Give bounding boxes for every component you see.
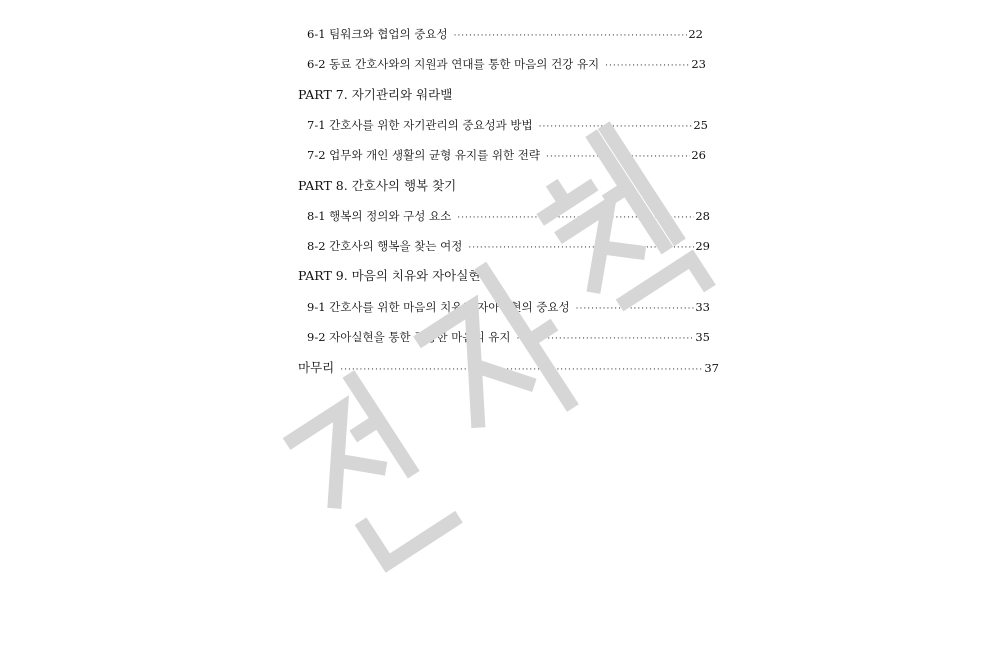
dot-leader bbox=[539, 119, 693, 135]
dot-leader bbox=[546, 149, 690, 165]
dot-leader bbox=[516, 331, 694, 347]
toc-entry-page: 22 bbox=[688, 27, 703, 41]
toc-entry[interactable] bbox=[307, 147, 706, 165]
toc-entry-title: 7-2 업무와 개인 생활의 균형 유지를 위한 전략 bbox=[307, 148, 540, 162]
dot-leader bbox=[576, 301, 695, 317]
toc-entry-page: 23 bbox=[691, 57, 706, 71]
toc-entry[interactable] bbox=[307, 208, 710, 226]
toc-entry-title: 9-1 간호사를 위한 마음의 치유와 자아실현의 중요성 bbox=[307, 300, 570, 314]
toc-entry[interactable] bbox=[307, 299, 710, 317]
toc-entry-title: 마무리 bbox=[298, 360, 335, 375]
toc-entry-title: 6-2 동료 간호사와의 지원과 연대를 통한 마음의 건강 유지 bbox=[307, 57, 600, 71]
toc-entry-page: 29 bbox=[695, 239, 710, 253]
toc-entry[interactable] bbox=[307, 238, 710, 256]
toc-entry-page: 35 bbox=[695, 330, 710, 344]
toc-entry-page: 26 bbox=[691, 148, 706, 162]
part-heading: PART 7. 자기관리와 워라밸 bbox=[298, 87, 453, 102]
toc-entry[interactable] bbox=[307, 117, 708, 135]
dot-leader bbox=[340, 362, 703, 378]
toc-entry-title: 9-2 자아실현을 통한 건강한 마음의 유지 bbox=[307, 330, 511, 344]
dot-leader bbox=[468, 240, 694, 256]
dot-leader bbox=[454, 28, 688, 44]
toc-entry-title: 8-2 간호사의 행복을 찾는 여정 bbox=[307, 239, 463, 253]
toc-entry[interactable] bbox=[307, 329, 710, 347]
toc-entry[interactable] bbox=[307, 26, 703, 44]
toc-entry-page: 25 bbox=[693, 118, 708, 132]
toc-entry-page: 28 bbox=[695, 209, 710, 223]
dot-leader bbox=[605, 58, 690, 74]
toc-entry-title: 7-1 간호사를 위한 자기관리의 중요성과 방법 bbox=[307, 118, 533, 132]
part-heading: PART 8. 간호사의 행복 찾기 bbox=[298, 178, 457, 193]
toc-entry[interactable] bbox=[307, 56, 706, 74]
toc-entry-closing[interactable] bbox=[298, 360, 719, 378]
toc-entry-title: 8-1 행복의 정의와 구성 요소 bbox=[307, 209, 452, 223]
dot-leader bbox=[457, 210, 694, 226]
toc-entry-page: 33 bbox=[695, 300, 710, 314]
part-heading: PART 9. 마음의 치유와 자아실현 bbox=[298, 268, 481, 283]
toc-entry-page: 37 bbox=[704, 361, 719, 375]
toc-entry-title: 6-1 팀워크와 협업의 중요성 bbox=[307, 27, 448, 41]
